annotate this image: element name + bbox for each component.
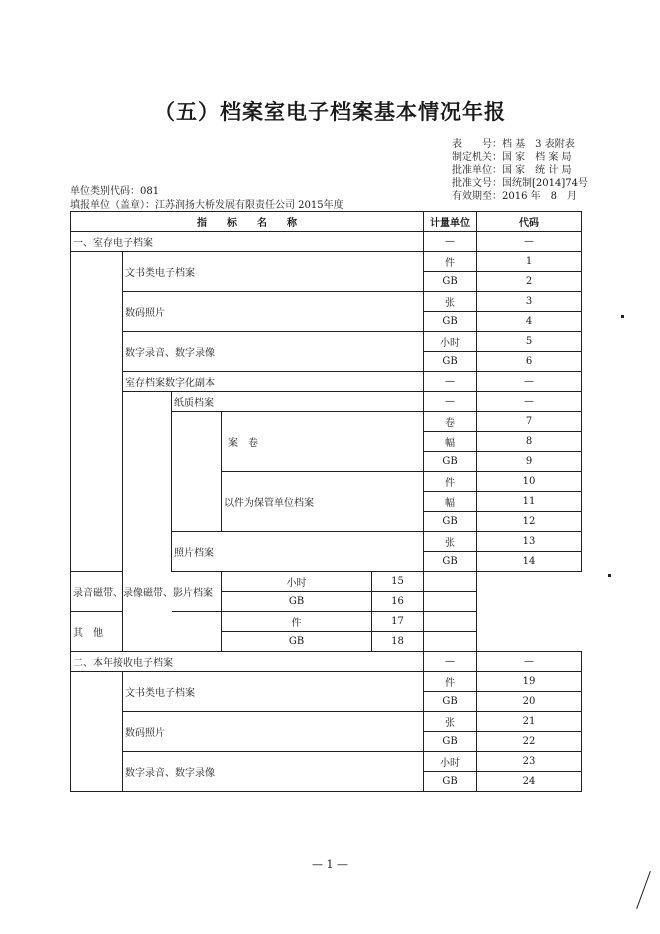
unit-cell: 件 xyxy=(424,252,477,272)
section-2-label: 二、本年接收电子档案 xyxy=(71,652,424,672)
row-label-shuma-2: 数码照片 xyxy=(123,712,424,752)
table-row xyxy=(71,372,582,392)
code-cell: 9 xyxy=(477,452,582,472)
unit-cell: 小时 xyxy=(424,332,477,352)
report-table xyxy=(70,211,582,792)
value-cell xyxy=(424,632,477,652)
code-cell: 6 xyxy=(477,352,582,372)
indent-spacer xyxy=(172,412,222,532)
header-row xyxy=(71,212,582,232)
value-cell xyxy=(424,612,477,632)
code-cell: 15 xyxy=(372,572,424,592)
row-label-luyin-2: 数字录音、数字录像 xyxy=(123,752,424,792)
reporting-unit: 填报单位（盖章）：江苏润扬大桥发展有限责任公司 2015年度 xyxy=(70,200,344,211)
table-row xyxy=(71,392,582,412)
unit-cell: GB xyxy=(424,772,477,792)
unit-cell: 幅 xyxy=(424,492,477,512)
code-cell: 7 xyxy=(477,412,582,432)
code-cell: 18 xyxy=(372,632,424,652)
unit-cell: GB xyxy=(424,732,477,752)
unit-cell: GB xyxy=(424,452,477,472)
table-row xyxy=(71,332,582,352)
header-unit: 计量单位 xyxy=(424,212,477,232)
code-cell: 24 xyxy=(477,772,582,792)
unit-cell: 小时 xyxy=(424,752,477,772)
table-row xyxy=(71,672,582,692)
report-title: （五）档案室电子档案基本情况年报 xyxy=(154,100,506,124)
meta-approval-number: 批准文号：国统制[2014]74号 xyxy=(452,178,588,189)
scan-speck xyxy=(621,315,624,318)
unit-cell: GB xyxy=(222,592,372,612)
code-cell: 1 xyxy=(477,252,582,272)
code-cell: 5 xyxy=(477,332,582,352)
code-cell: 22 xyxy=(477,732,582,752)
code-cell: 12 xyxy=(477,512,582,532)
unit-cell: GB xyxy=(424,272,477,292)
row-label-wenshu-2: 文书类电子档案 xyxy=(123,672,424,712)
code-cell: 14 xyxy=(477,552,582,572)
header-indicator: 指 标 名 称 xyxy=(71,212,424,232)
header-code: 代码 xyxy=(477,212,582,232)
table-row xyxy=(71,252,582,272)
unit-cell: GB xyxy=(424,692,477,712)
unit-cell: GB xyxy=(424,352,477,372)
code-cell: 4 xyxy=(477,312,582,332)
unit-cell: 小时 xyxy=(222,572,372,592)
code-cell: 2 xyxy=(477,272,582,292)
unit-cell: 件 xyxy=(424,672,477,692)
row-label-yijian: 以件为保管单位档案 xyxy=(222,472,424,532)
scan-line xyxy=(636,871,651,909)
table-row xyxy=(71,612,582,632)
table-row xyxy=(71,652,582,672)
meta-approval-unit: 批准单位：国 家 统 计 局 xyxy=(452,165,572,176)
row-label-wenshu: 文书类电子档案 xyxy=(123,252,424,292)
code-cell: — xyxy=(477,652,582,672)
row-label-luyin: 数字录音、数字录像 xyxy=(123,332,424,372)
row-label-cidai: 录音磁带、录像磁带、影片档案 xyxy=(71,572,222,612)
code-cell: 21 xyxy=(477,712,582,732)
table-row xyxy=(71,572,582,592)
unit-cell: 件 xyxy=(222,612,372,632)
code-cell: 20 xyxy=(477,692,582,712)
code-cell: 17 xyxy=(372,612,424,632)
code-cell: 3 xyxy=(477,292,582,312)
unit-cell: 张 xyxy=(424,532,477,552)
unit-cell: 件 xyxy=(424,472,477,492)
unit-cell: — xyxy=(424,652,477,672)
table-row xyxy=(71,752,582,772)
code-cell: 23 xyxy=(477,752,582,772)
table-row xyxy=(71,232,582,252)
unit-cell: GB xyxy=(424,512,477,532)
value-cell xyxy=(424,572,477,592)
unit-cell: GB xyxy=(222,632,372,652)
unit-cell: 张 xyxy=(424,292,477,312)
code-cell: 10 xyxy=(477,472,582,492)
page-number: — 1 — xyxy=(312,858,348,871)
value-cell xyxy=(424,592,477,612)
unit-cell: GB xyxy=(424,552,477,572)
row-label-anjuan: 案 卷 xyxy=(222,412,424,472)
unit-cell: 幅 xyxy=(424,432,477,452)
unit-cell: — xyxy=(424,232,477,252)
indent-spacer xyxy=(71,672,123,792)
meta-valid-until: 有效期至：2016 年 8 月 xyxy=(452,191,577,202)
meta-issuing-authority: 制定机关：国 家 档 案 局 xyxy=(452,152,572,163)
meta-form-number: 表 号：档 基 3 表附表 xyxy=(452,139,575,150)
code-cell: 19 xyxy=(477,672,582,692)
code-cell: — xyxy=(477,372,582,392)
unit-cell: GB xyxy=(424,312,477,332)
unit-category-code: 单位类别代码：081 xyxy=(70,186,160,197)
row-label-fuben: 室存档案数字化副本 xyxy=(123,372,424,392)
code-cell: — xyxy=(477,232,582,252)
row-label-shuma: 数码照片 xyxy=(123,292,424,332)
unit-cell: — xyxy=(424,372,477,392)
row-label-qita: 其 他 xyxy=(71,612,222,652)
code-cell: 11 xyxy=(477,492,582,512)
scan-speck xyxy=(608,574,611,577)
table-row xyxy=(71,292,582,312)
unit-cell: 卷 xyxy=(424,412,477,432)
table-row xyxy=(71,712,582,732)
unit-cell: 张 xyxy=(424,712,477,732)
code-cell: 16 xyxy=(372,592,424,612)
code-cell: 13 xyxy=(477,532,582,552)
code-cell: — xyxy=(477,392,582,412)
code-cell: 8 xyxy=(477,432,582,452)
row-label-zhaopian: 照片档案 xyxy=(172,532,424,572)
unit-cell: — xyxy=(424,392,477,412)
indent-spacer xyxy=(71,252,123,572)
section-1-label: 一、室存电子档案 xyxy=(71,232,424,252)
row-label-zhizhi: 纸质档案 xyxy=(172,392,424,412)
